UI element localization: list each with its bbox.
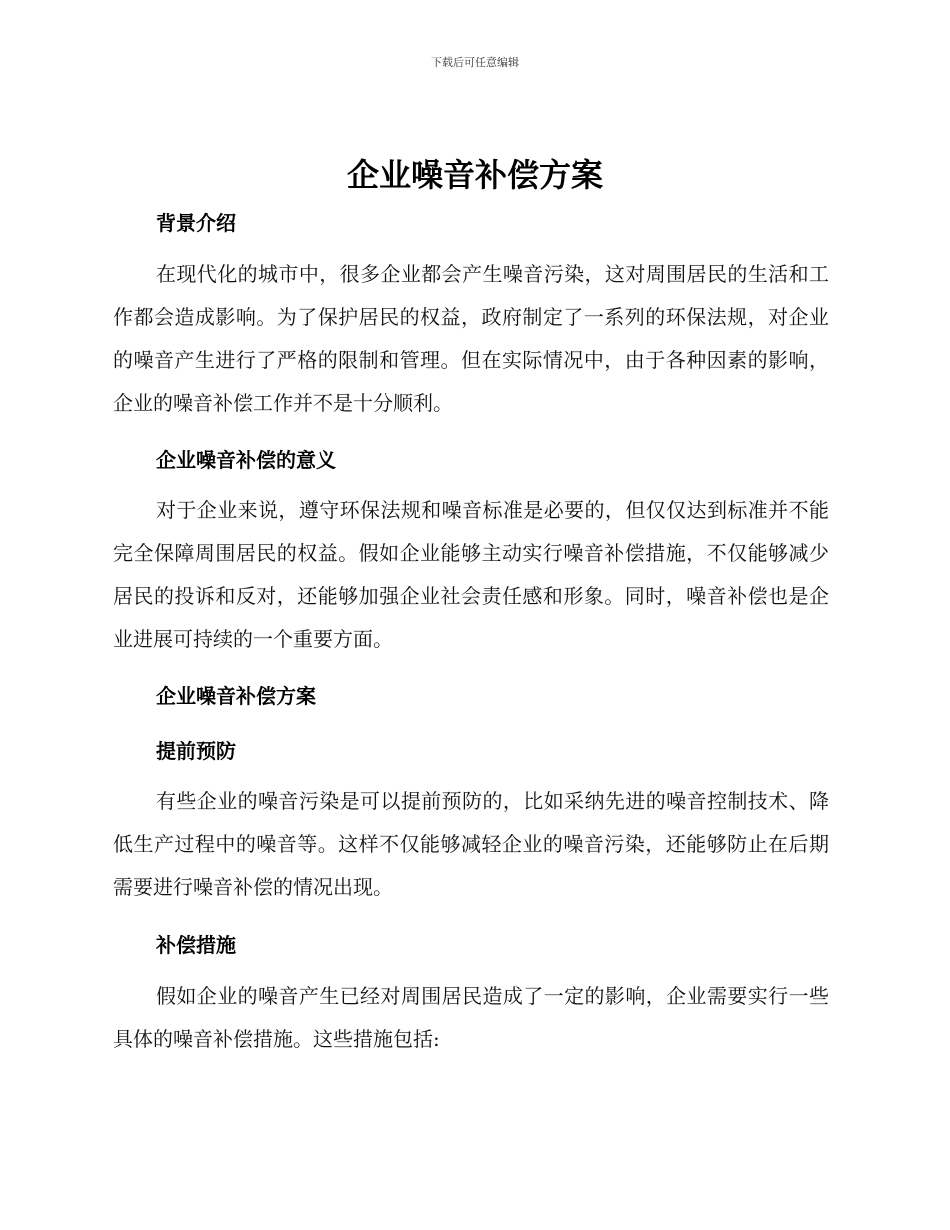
- section-paragraph-measures: 假如企业的噪音产生已经对周围居民造成了一定的影响，企业需要实行一些具体的噪音补偿措施。这些措施包括:: [113, 984, 829, 1051]
- section-heading-significance: 企业噪音补偿的意义: [156, 448, 336, 472]
- section-heading-plan: 企业噪音补偿方案: [156, 684, 316, 708]
- section-paragraph-significance: 对于企业来说，遵守环保法规和噪音标准是必要的，但仅仅达到标准并不能完全保障周围居民的权益。假如企业能够主动实行噪音补偿措施，不仅能够减少居民的投诉和反对，还能够加强企业社会责任感和形象。同时，噪音补偿也是企业进展可持续的一个重要方面。: [113, 498, 829, 651]
- page-header-note: 下载后可任意编辑: [431, 56, 519, 69]
- section-heading-measures: 补偿措施: [156, 933, 236, 957]
- section-paragraph-background: 在现代化的城市中，很多企业都会产生噪音污染，这对周围居民的生活和工作都会造成影响。为了保护居民的权益，政府制定了一系列的环保法规，对企业的噪音产生进行了严格的限制和管理。但在实际情况中，由于各种因素的影响，企业的噪音补偿工作并不是十分顺利。: [113, 262, 829, 415]
- section-paragraph-prevention: 有些企业的噪音污染是可以提前预防的，比如采纳先进的噪音控制技术、降低生产过程中的噪音等。这样不仅能够减轻企业的噪音污染，还能够防止在后期需要进行噪音补偿的情况出现。: [113, 789, 829, 899]
- document-title: 企业噪音补偿方案: [346, 156, 603, 194]
- section-heading-prevention: 提前预防: [156, 739, 236, 763]
- section-heading-background: 背景介绍: [156, 211, 236, 235]
